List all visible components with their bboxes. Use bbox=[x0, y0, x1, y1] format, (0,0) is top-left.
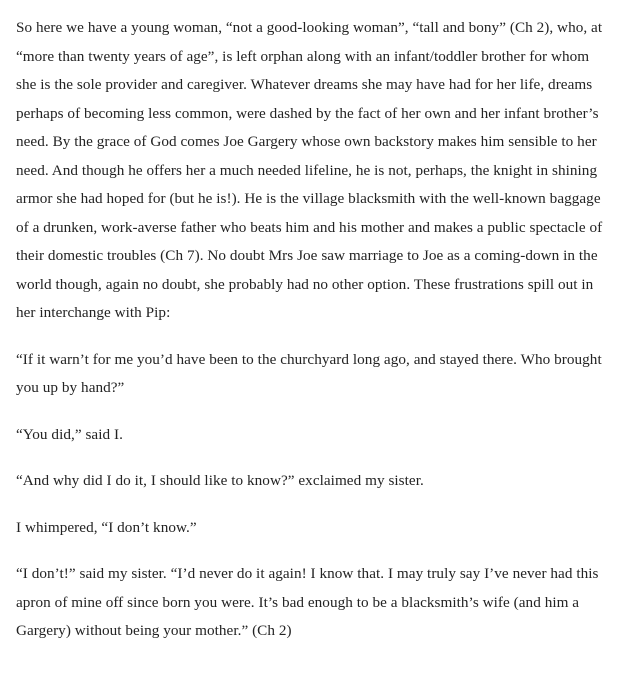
quote-paragraph: “I don’t!” said my sister. “I’d never do it again! I know that. I may truly say I’ve never had this apron of mine off since born you were. It’s bad enough to be a blacksmith’s wife (and him a Gargery) without being your mother.” (Ch 2) bbox=[16, 565, 599, 639]
quote-paragraph: “And why did I do it, I should like to know?” exclaimed my sister. bbox=[16, 472, 424, 489]
body-paragraph: So here we have a young woman, “not a good-looking woman”, “tall and bony” (Ch 2), who, at “more than twenty years of age”, is left orphan along with an infant/toddler brother for whom she is the sole provider and caregiver. Whatever dreams she may have had for her life, dreams perhaps of becoming less common, were dashed by the fact of her own and her infant brother’s need. By the grace of God comes Joe Gargery whose own backstory makes him sensible to her need. And though he offers her a much needed lifeline, he is not, perhaps, the knight in shining armor she had hoped for (but he is!). He is the village blacksmith with the well-known baggage of a drunken, work-averse father who beats him and his mother and makes a public spectacle of their domestic troubles (Ch 7). No doubt Mrs Joe saw marriage to Joe as a coming-down in the world though, again no doubt, she probably had no other option. These frustrations spill out in her interchange with Pip: bbox=[16, 19, 603, 321]
quote-paragraph: I whimpered, “I don’t know.” bbox=[16, 518, 197, 536]
quote-paragraph: “If it warn’t for me you’d have been to the churchyard long ago, and stayed there. Who brought you up by hand?” bbox=[16, 350, 602, 396]
quote-paragraph: “You did,” said I. bbox=[16, 425, 123, 443]
